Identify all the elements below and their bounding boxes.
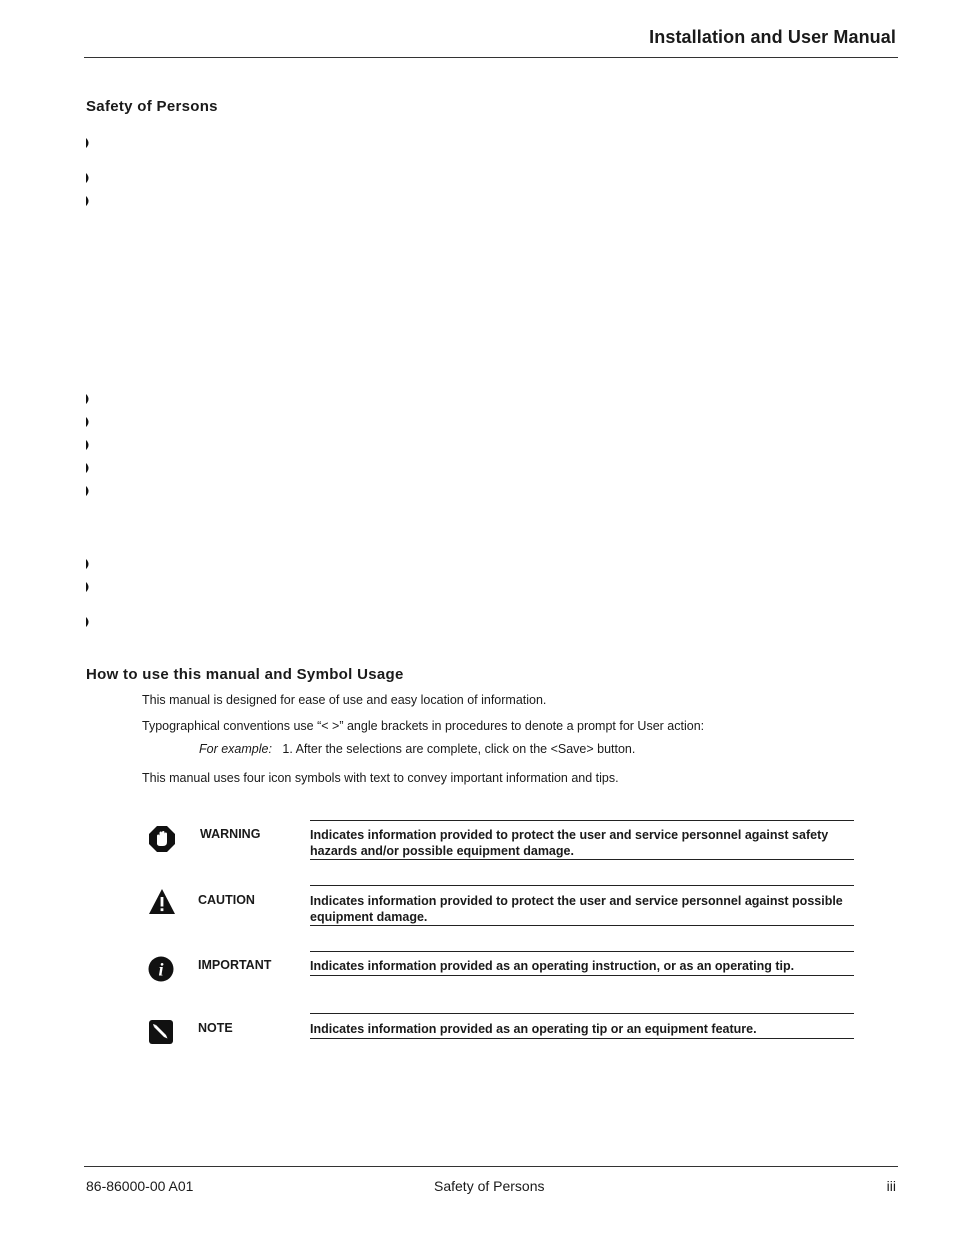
header-divider: [84, 57, 898, 58]
example-text: 1. After the selections are complete, click on the <Save> button.: [282, 742, 636, 756]
symbol-label-caution: CAUTION: [198, 893, 255, 907]
bullet-icon: [84, 558, 92, 570]
footer-section-title: Safety of Persons: [434, 1178, 545, 1194]
note-pencil-icon: [148, 1019, 174, 1045]
bullet-icon: [84, 393, 92, 405]
section-heading-manual: How to use this manual and Symbol Usage: [86, 666, 404, 683]
warning-triangle-icon: [148, 888, 176, 916]
symbol-top-rule: [310, 951, 854, 952]
symbol-top-rule: [310, 1013, 854, 1014]
symbol-label-warning: WARNING: [200, 827, 261, 841]
bullet-icon: [84, 581, 92, 593]
bullet-icon: [84, 137, 92, 149]
symbol-bottom-rule: [310, 975, 854, 976]
bullet-icon: [84, 439, 92, 451]
symbol-label-note: NOTE: [198, 1021, 233, 1035]
example-label: For example:: [199, 742, 272, 756]
section-heading-safety: Safety of Persons: [86, 98, 218, 115]
symbol-top-rule: [310, 820, 854, 821]
manual-intro-text: This manual is designed for ease of use and easy location of information.: [142, 693, 547, 707]
symbol-description-caution: Indicates information provided to protect the user and service personnel against possible equipment damage.: [310, 894, 843, 924]
symbol-description-warning: Indicates information provided to protect the user and service personnel against safety hazards and/or possible equipment damage.: [310, 828, 829, 858]
symbol-description-important: Indicates information provided as an operating instruction, or as an operating tip.: [310, 959, 795, 973]
stop-hand-icon: [148, 825, 176, 853]
bullet-icon: [84, 485, 92, 497]
info-icon: [148, 956, 174, 982]
footer-page-number: iii: [886, 1178, 896, 1194]
footer-divider: [84, 1166, 898, 1167]
page-title: Installation and User Manual: [649, 27, 896, 47]
symbol-bottom-rule: [310, 925, 854, 926]
footer-doc-number: 86-86000-00 A01: [86, 1178, 194, 1194]
bullet-icon: [84, 416, 92, 428]
svg-text:i: i: [158, 959, 164, 980]
bullet-icon: [84, 462, 92, 474]
symbol-top-rule: [310, 885, 854, 886]
symbol-bottom-rule: [310, 1038, 854, 1039]
bullet-icon: [84, 616, 92, 628]
symbol-label-important: IMPORTANT: [198, 958, 272, 972]
bullet-icon: [84, 195, 92, 207]
typographical-conventions-text: Typographical conventions use “< >” angle brackets in procedures to denote a prompt for User action:: [142, 719, 705, 733]
bullet-icon: [84, 172, 92, 184]
symbol-description-note: Indicates information provided as an operating tip or an equipment feature.: [310, 1022, 757, 1036]
symbol-bottom-rule: [310, 859, 854, 860]
icons-intro-text: This manual uses four icon symbols with text to convey important information and tips.: [142, 771, 619, 785]
example-line: [199, 742, 635, 756]
